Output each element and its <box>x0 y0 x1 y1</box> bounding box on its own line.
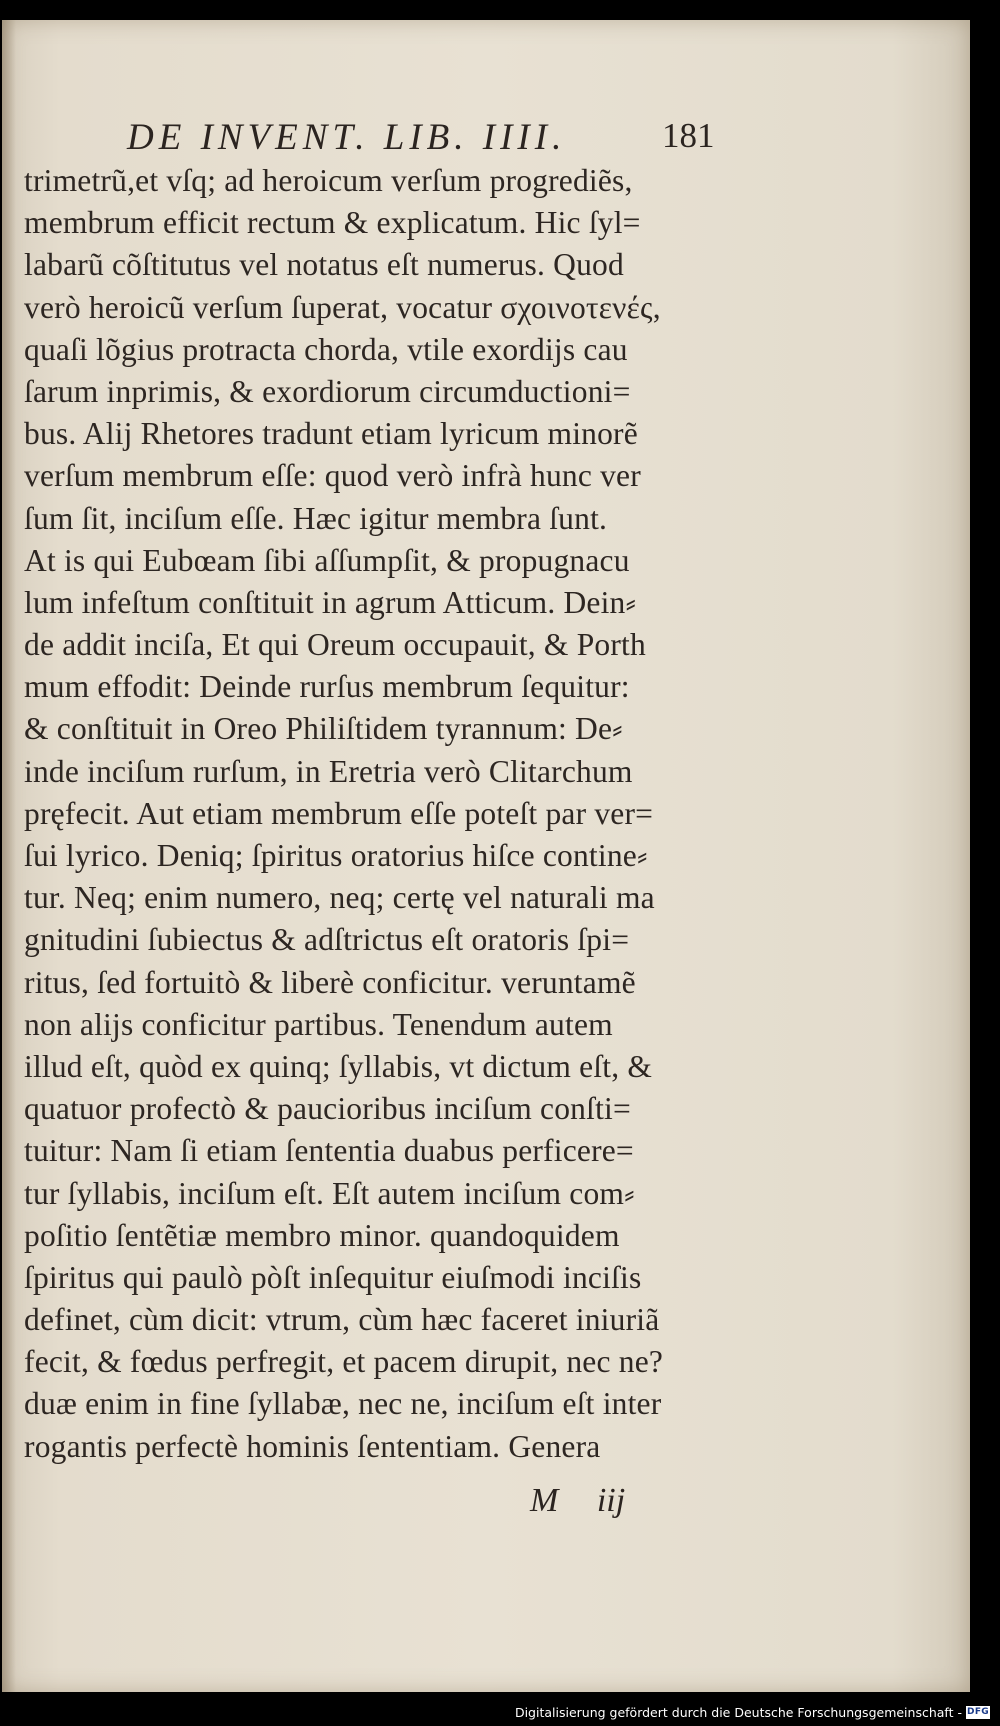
book-page <box>2 20 970 1692</box>
text-line: poſitio ſentẽtiæ membro minor. quandoquidem <box>24 1217 620 1253</box>
signature-mark: M iij <box>530 1482 626 1519</box>
text-line: fecit, & fœdus perfregit, et pacem dirupit, nec ne? <box>24 1344 664 1380</box>
digitization-footer <box>0 1700 1000 1726</box>
text-line: definet, cùm dicit: vtrum, cùm hæc faceret iniuriã <box>24 1302 660 1338</box>
dfg-logo-icon: DFG <box>967 1707 989 1717</box>
text-line: trimetrũ,et vſq; ad heroicum verſum progrediẽs, <box>24 163 633 198</box>
text-line: quaſi lõgius protracta chorda, vtile exordijs cau <box>24 331 628 367</box>
page-spine-shadow <box>2 20 16 1692</box>
text-line: gnitudini ſubiectus & adſtrictus eſt oratoris ſpi= <box>24 922 630 958</box>
text-line: bus. Alij Rhetores tradunt etiam lyricum minorẽ <box>24 416 638 452</box>
page-number: 181 <box>662 116 715 155</box>
text-line: inde inciſum rurſum, in Eretria verò Clitarchum <box>24 753 633 789</box>
text-line: non alijs conficitur partibus. Tenendum autem <box>24 1006 613 1042</box>
text-line: ſarum inprimis, & exordiorum circumductioni= <box>24 373 631 409</box>
text-line: tuitur: Nam ſi etiam ſententia duabus perficere= <box>24 1133 634 1169</box>
text-line: tur ſyllabis, inciſum eſt. Eſt autem inciſum com⸗ <box>24 1175 635 1211</box>
text-line: ritus, ſed fortuitò & liberè conficitur. veruntamẽ <box>24 964 636 1000</box>
text-line: & conſtituit in Oreo Philiſtidem tyrannum: De⸗ <box>24 711 623 747</box>
text-line: duæ enim in fine ſyllabæ, nec ne, inciſum eſt inter <box>24 1386 662 1422</box>
text-line: ſpiritus qui paulò pòſt inſequitur eiuſmodi inciſis <box>24 1259 642 1295</box>
text-line: verſum membrum eſſe: quod verò infrà hunc ver <box>24 458 641 494</box>
funding-credit: Digitalisierung gefördert durch die Deutsche Forschungsgemeinschaft - <box>514 1705 962 1720</box>
text-line: rogantis perfectè hominis ſententiam. Genera <box>24 1428 601 1464</box>
text-line: mum effodit: Deinde rurſus membrum ſequitur: <box>24 669 630 705</box>
text-line: illud eſt, quòd ex quinq; ſyllabis, vt dictum eſt, & <box>24 1048 653 1084</box>
body-text <box>24 160 754 1468</box>
text-line: At is qui Eubœam ſibi aſſumpſit, & propugnacu <box>24 542 630 578</box>
text-line: pręfecit. Aut etiam membrum eſſe poteſt par ver= <box>24 795 654 831</box>
text-line: verò heroicũ verſum ſuperat, vocatur σχοινοτενές, <box>24 289 661 325</box>
text-line: membrum efficit rectum & explicatum. Hic ſyl= <box>24 205 641 241</box>
text-line: quatuor profectò & paucioribus inciſum conſti= <box>24 1091 631 1127</box>
text-line: tur. Neq; enim numero, neq; certę vel naturali ma <box>24 880 655 916</box>
running-head <box>2 98 970 158</box>
text-line: lum infeſtum conſtituit in agrum Atticum. Dein⸗ <box>24 584 637 620</box>
running-head-title: DE INVENT. LIB. IIII. <box>127 117 567 158</box>
text-line: de addit inciſa, Et qui Oreum occupauit, & Porth <box>24 627 646 663</box>
text-line: ſui lyrico. Deniq; ſpiritus oratorius hiſce contine⸗ <box>24 838 648 873</box>
text-line: ſum ſit, inciſum eſſe. Hæc igitur membra ſunt. <box>24 500 608 536</box>
text-line: labarũ cõſtitutus vel notatus eſt numerus. Quod <box>24 247 624 283</box>
